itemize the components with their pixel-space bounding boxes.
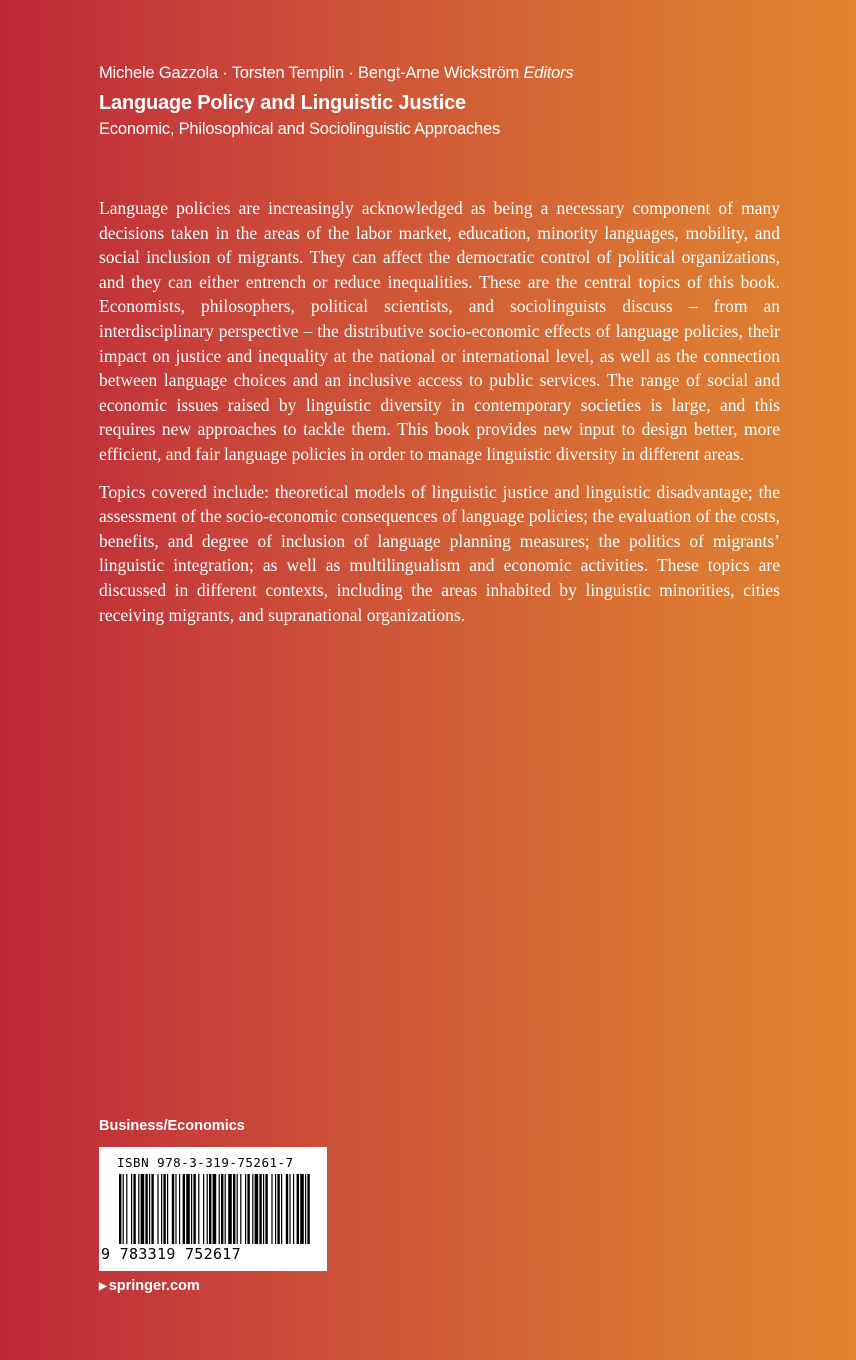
- barcode-bar: [149, 1174, 150, 1244]
- barcode-bar: [123, 1174, 124, 1244]
- arrow-icon: ▶: [99, 1281, 107, 1292]
- book-title: Language Policy and Linguistic Justice: [99, 92, 466, 114]
- isbn-text: ISBN 978-3-319-75261-7: [117, 1155, 294, 1170]
- barcode-bar: [265, 1174, 267, 1244]
- barcode-bar: [175, 1174, 176, 1244]
- isbn-barcode: [99, 1147, 327, 1271]
- barcode-bar: [186, 1174, 190, 1244]
- barcode-bar: [297, 1174, 299, 1244]
- barcode-bar: [281, 1174, 282, 1244]
- editors-role: Editors: [523, 64, 574, 82]
- barcode-digits: 9 783319 752617: [101, 1245, 241, 1263]
- editors-names: Michele Gazzola · Torsten Templin · Bengt-Arne Wickström: [99, 64, 520, 82]
- barcode-bar: [228, 1174, 232, 1244]
- barcode-bar: [247, 1174, 249, 1244]
- barcode-bar: [245, 1174, 246, 1244]
- barcode-bar: [305, 1174, 306, 1244]
- barcode-bar: [221, 1174, 223, 1244]
- barcode-bar: [203, 1174, 204, 1244]
- barcode-bar: [133, 1174, 135, 1244]
- barcode-bar: [163, 1174, 165, 1244]
- barcode-bar: [293, 1174, 294, 1244]
- barcode-bar: [119, 1174, 121, 1244]
- barcode-bar: [131, 1174, 132, 1244]
- book-subtitle: Economic, Philosophical and Sociolinguistic Approaches: [99, 120, 501, 138]
- barcode-bar: [213, 1174, 217, 1244]
- blurb-paragraph: Topics covered include: theoretical models of linguistic justice and linguistic disadvantage; the assessment of the socio-economic consequences of language policies; the evaluation of the costs, benefits, and degree of inclusion of language planning measures; the politics of migrants’ linguistic integration; as well as multilingualism and economic activities. These topics are discussed in different contexts, including the areas inhabited by linguistic minorities, cities receiving migrants, and supranational organizations.: [99, 481, 780, 625]
- barcode-bar: [277, 1174, 279, 1244]
- editors-line: [99, 62, 799, 84]
- barcode-bar: [219, 1174, 220, 1244]
- barcode-bars: [117, 1174, 311, 1244]
- barcode-bar: [161, 1174, 162, 1244]
- publisher-link[interactable]: [99, 1277, 200, 1296]
- barcode-bar: [151, 1174, 153, 1244]
- barcode-bar: [255, 1174, 259, 1244]
- barcode-bar: [263, 1174, 264, 1244]
- barcode-bar: [259, 1174, 261, 1244]
- barcode-bar: [209, 1174, 211, 1244]
- barcode-bar: [167, 1174, 168, 1244]
- barcode-bar: [300, 1174, 304, 1244]
- barcode-bar: [183, 1174, 185, 1244]
- barcode-bar: [225, 1174, 226, 1244]
- barcode-bar: [233, 1174, 235, 1244]
- barcode-bar: [271, 1174, 272, 1244]
- barcode-bar: [157, 1174, 158, 1244]
- barcode-bar: [198, 1174, 199, 1244]
- barcode-bar: [172, 1174, 174, 1244]
- barcode-bar: [252, 1174, 253, 1244]
- barcode-bar: [179, 1174, 180, 1244]
- blurb-paragraph: Language policies are increasingly acknowledged as being a necessary component of many decisions taken in the areas of the labor market, education, minority languages, mobility, and social inclusion of migrants. They can affect the democratic control of political organizations, and they can either entrench or reduce inequalities. These are the central topics of this book. Economists, philosophers, political scientists, and sociolinguists discuss – from an interdisciplinary perspective – the distributive socio-economic effects of language policies, their impact on justice and inequality at the national or international level, as well as the connection between language choices and an inclusive access to public services. The range of social and economic issues raised by linguistic diversity in contemporary societies is large, and this requires new approaches to tackle them. This book provides new input to design better, more efficient, and fair language policies in order to manage linguistic diversity in different areas.: [99, 198, 780, 464]
- barcode-bar: [286, 1174, 288, 1244]
- barcode-bar: [145, 1174, 147, 1244]
- barcode-bar: [193, 1174, 195, 1244]
- barcode-bar: [240, 1174, 241, 1244]
- barcode-bar: [307, 1174, 309, 1244]
- barcode-bar: [207, 1174, 208, 1244]
- subject-category: Business/Economics: [99, 1118, 245, 1134]
- barcode-bar: [289, 1174, 290, 1244]
- barcode-bar: [275, 1174, 276, 1244]
- barcode-bar: [237, 1174, 238, 1244]
- barcode-bar: [141, 1174, 145, 1244]
- blurb: [99, 196, 780, 640]
- cover-header: [99, 62, 799, 140]
- barcode-bar: [191, 1174, 192, 1244]
- publisher-url: springer.com: [108, 1278, 200, 1294]
- barcode-bar: [126, 1174, 127, 1244]
- barcode-bar: [138, 1174, 139, 1244]
